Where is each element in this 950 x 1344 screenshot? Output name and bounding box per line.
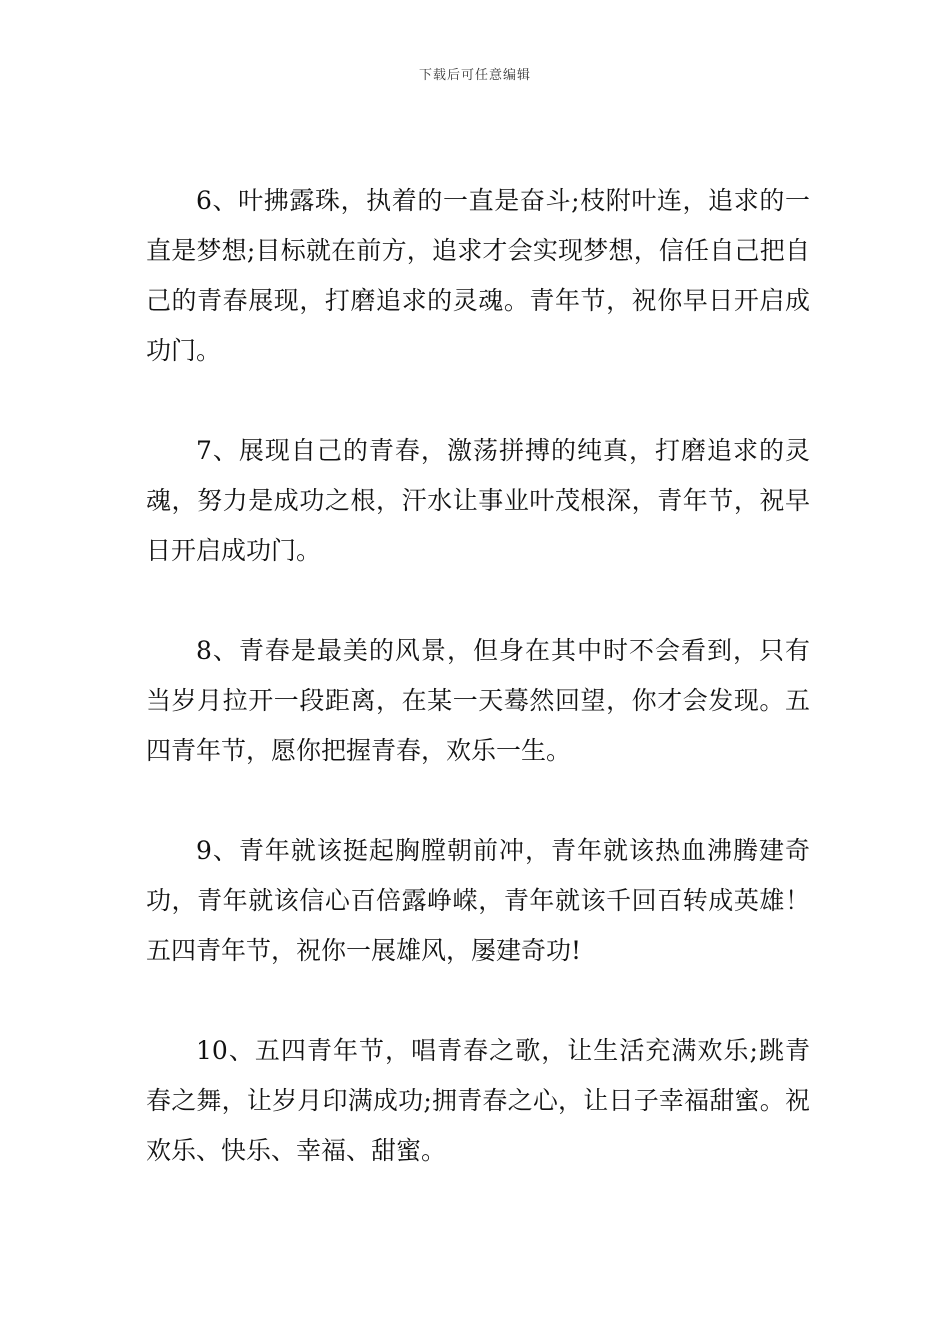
header-note: 下载后可任意编辑 <box>418 68 531 83</box>
document-body <box>146 176 810 1226</box>
paragraph-8: 8、青春是最美的风景，但身在其中时不会看到，只有当岁月拉开一段距离，在某一天蓦然回望，你才会发现。五四青年节，愿你把握青春，欢乐一生。 <box>146 636 810 765</box>
paragraph-9: 9、青年就该挺起胸膛朝前冲，青年就该热血沸腾建奇功，青年就该信心百倍露峥嵘，青年就该千回百转成英雄！五四青年节，祝你一展雄风，屡建奇功! <box>146 836 810 965</box>
paragraph-7: 7、展现自己的青春，激荡拼搏的纯真，打磨追求的灵魂，努力是成功之根，汗水让事业叶茂根深，青年节，祝早日开启成功门。 <box>146 436 810 565</box>
paragraph-10: 10、五四青年节，唱青春之歌，让生活充满欢乐;跳青春之舞，让岁月印满成功;拥青春之心，让日子幸福甜蜜。祝欢乐、快乐、幸福、甜蜜。 <box>146 1036 810 1165</box>
paragraph-6: 6、叶拂露珠，执着的一直是奋斗;枝附叶连，追求的一直是梦想;目标就在前方，追求才会实现梦想，信任自己把自己的青春展现，打磨追求的灵魂。青年节，祝你早日开启成功门。 <box>146 186 810 365</box>
